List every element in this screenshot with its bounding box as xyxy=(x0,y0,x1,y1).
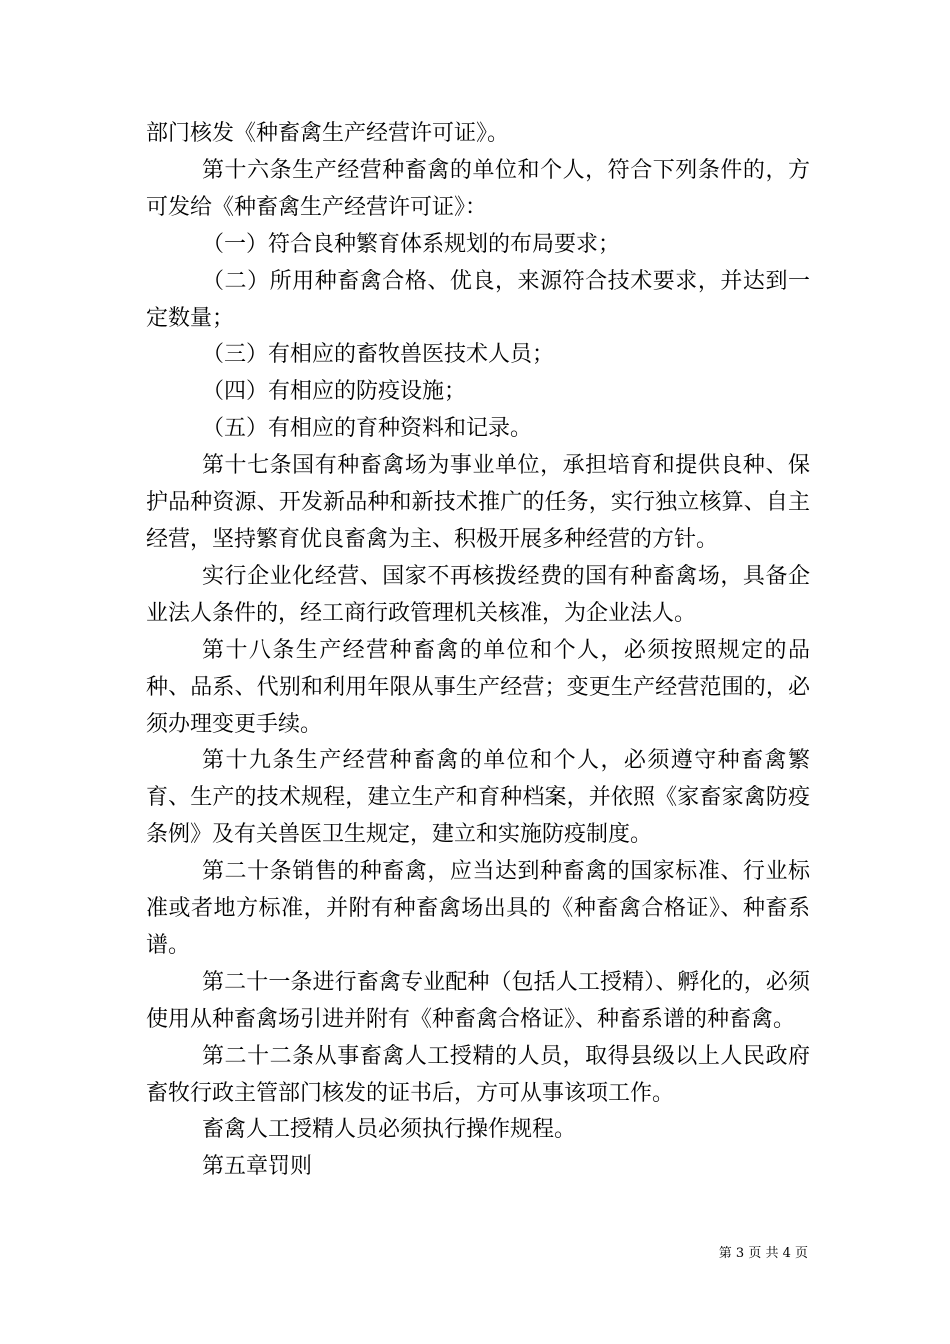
list-item: （一）符合良种繁育体系规划的布局要求； xyxy=(202,231,621,257)
list-item: （二）所用种畜禽合格、优良，来源符合技术要求，并达到一定数量； xyxy=(146,268,810,331)
paragraph: 实行企业化经营、国家不再核拨经费的国有种畜禽场，具备企业法人条件的，经工商行政管理机关核准，为企业法人。 xyxy=(146,563,810,626)
list-item: （四）有相应的防疫设施； xyxy=(202,379,467,405)
paragraph-article-16: 第十六条生产经营种畜禽的单位和个人，符合下列条件的，方可发给《种畜禽生产经营许可证》： xyxy=(146,157,810,220)
paragraph-article-20: 第二十条销售的种畜禽，应当达到种畜禽的国家标准、行业标准或者地方标准，并附有种畜禽场出具的《种畜禽合格证》、种畜系谱。 xyxy=(146,859,810,958)
paragraph-article-17: 第十七条国有种畜禽场为事业单位，承担培育和提供良种、保护品种资源、开发新品种和新技术推广的任务，实行独立核算、自主经营，坚持繁育优良畜禽为主、积极开展多种经营的方针。 xyxy=(146,453,810,552)
paragraph-article-21: 第二十一条进行畜禽专业配种（包括人工授精）、孵化的，必须使用从种畜禽场引进并附有《种畜禽合格证》、种畜系谱的种畜禽。 xyxy=(146,969,810,1032)
paragraph: 畜禽人工授精人员必须执行操作规程。 xyxy=(202,1117,577,1143)
paragraph-article-19: 第十九条生产经营种畜禽的单位和个人，必须遵守种畜禽繁育、生产的技术规程，建立生产和育种档案，并依照《家畜家禽防疫条例》及有关兽医卫生规定，建立和实施防疫制度。 xyxy=(146,748,810,848)
chapter-heading: 第五章罚则 xyxy=(202,1154,313,1180)
paragraph-article-18: 第十八条生产经营种畜禽的单位和个人，必须按照规定的品种、品系、代别和利用年限从事生产经营；变更生产经营范围的，必须办理变更手续。 xyxy=(146,637,810,737)
list-item: （五）有相应的育种资料和记录。 xyxy=(202,416,533,442)
document-body xyxy=(146,116,810,1186)
paragraph-article-22: 第二十二条从事畜禽人工授精的人员，取得县级以上人民政府畜牧行政主管部门核发的证书后，方可从事该项工作。 xyxy=(146,1043,810,1106)
page-number: 第 3 页 共 4 页 xyxy=(718,1246,808,1261)
list-item: （三）有相应的畜牧兽医技术人员； xyxy=(202,342,555,368)
paragraph: 部门核发《种畜禽生产经营许可证》。 xyxy=(146,121,510,146)
